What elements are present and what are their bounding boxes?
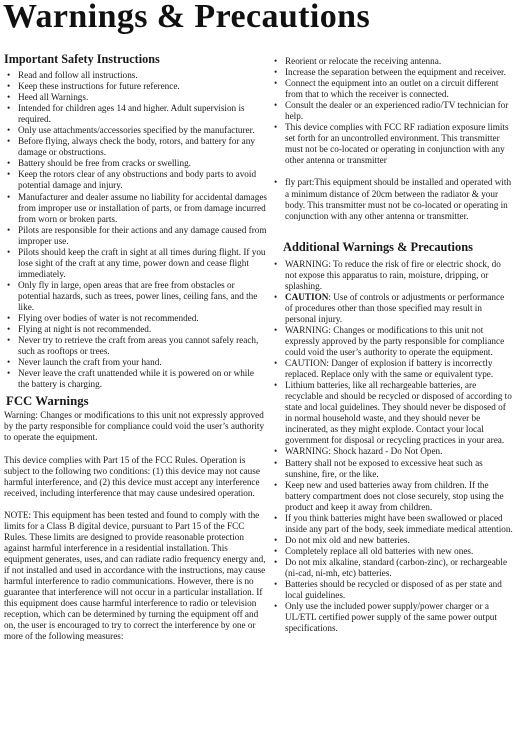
additional-item-text: Lithium batteries, like all rechargeable batteries, are recyclable and should be recycled or disposed of according to state and local guidelines. They should never be disposed of in normal household waste, and they should never be incinerated, as they might explode. Contact your local government for disposal or recycling practices in your area.: [285, 380, 512, 446]
safety-item: • Flying over bodies of water is not recommended.: [4, 313, 267, 324]
fcc-measures-list: [274, 56, 514, 166]
additional-item-text: Do not mix alkaline, standard (carbon-zinc), or rechargeable (ni-cad, ni-mh, etc) batteries.: [285, 556, 508, 578]
fcc-measure-item: • Reorient or relocate the receiving antenna.: [274, 56, 514, 67]
fly-part-item: • fly part:This equipment should be installed and operated with a minimum distance of 20cm between the radiator & your body. This transmitter must not be co-located or operating in conjunction with any other antenna or transmitter.: [274, 177, 514, 221]
fcc-measure-item: • Connect the equipment into an outlet on a circuit different from that to which the receiver is connected.: [274, 78, 514, 100]
additional-item-text: CAUTION: Danger of explosion if battery is incorrectly replaced. Replace only with the same or equivalent type.: [285, 358, 494, 380]
safety-item: • Intended for children ages 14 and higher. Adult supervision is required.: [4, 103, 267, 125]
additional-item: [274, 446, 514, 457]
safety-item: • Never try to retrieve the craft from areas you cannot safely reach, such as rooftops or trees.: [4, 335, 267, 357]
additional-heading: Additional Warnings & Precautions: [283, 239, 473, 254]
additional-item: [274, 325, 514, 358]
fcc-heading: FCC Warnings: [6, 394, 89, 409]
fcc-paragraph: Warning: Changes or modifications to this unit not expressly approved by the party responsible for compliance could void the user’s authority to operate the equipment.: [4, 410, 265, 443]
safety-item: • Heed all Warnings.: [4, 92, 267, 103]
safety-item: • Keep these instructions for future reference.: [4, 81, 267, 92]
additional-item: [274, 579, 514, 601]
safety-item: • Never leave the craft unattended while it is powered on or while the battery is charging.: [4, 368, 267, 390]
additional-item: [274, 480, 514, 513]
additional-item: [274, 601, 514, 634]
additional-item-text: If you think batteries might have been swallowed or placed inside any part of the body, seek immediate medical attention.: [285, 512, 513, 534]
additional-item-text: Batteries should be recycled or disposed of as per state and local guidelines.: [285, 579, 502, 601]
safety-item: • Pilots are responsible for their actions and any damage caused from improper use.: [4, 225, 267, 247]
additional-list: [274, 259, 514, 635]
additional-item-text: Keep new and used batteries away from children. If the battery compartment does not close securely, stop using the product and keep it away from children.: [285, 479, 504, 512]
additional-item-text: Battery shall not be exposed to excessive heat such as sunshine, fire, or the like.: [285, 457, 483, 479]
additional-item-text: Completely replace all old batteries with new ones.: [285, 545, 474, 556]
additional-item: [274, 380, 514, 446]
page-title: Warnings & Precautions: [3, 0, 371, 35]
additional-item: [274, 513, 514, 535]
fcc-paragraph: This device complies with Part 15 of the FCC Rules. Operation is subject to the following two conditions: (1) this device may not cause harmful interference, and (2) this device must accept any interference received, including interference that may cause undesired operation.: [4, 454, 260, 498]
additional-item: [274, 557, 514, 579]
fcc-measure-item: • Consult the dealer or an experienced radio/TV technician for help.: [274, 100, 514, 122]
left-column: [4, 52, 267, 642]
safety-item: • Never launch the craft from your hand.: [4, 357, 267, 368]
additional-item-text: WARNING: To reduce the risk of fire or electric shock, do not expose this apparatus to rain, moisture, dripping, or splashing.: [285, 258, 501, 291]
additional-item-text: Only use the included power supply/power charger or a UL/ETL certified power supply of the same power output specifications.: [285, 601, 497, 634]
additional-item: [274, 259, 514, 292]
fcc-measure-item: • This device complies with FCC RF radiation exposure limits set forth for an uncontrolled environment. This transmitter must not be co-located or operating in conjunction with any other antenna or transmitter: [274, 122, 514, 166]
additional-item-text: WARNING: Changes or modifications to this unit not expressly approved by the party responsible for compliance could void the user’s authority to operate the equipment.: [285, 324, 505, 358]
safety-item: • Pilots should keep the craft in sight at all times during flight. If you lose sight of the craft at any time, power down and cease flight immediately.: [4, 247, 267, 280]
additional-item-text: WARNING: Shock hazard - Do Not Open.: [285, 446, 443, 457]
fcc-body: [4, 410, 267, 642]
safety-item: • Battery should be free from cracks or swelling.: [4, 158, 267, 169]
right-column: [274, 56, 514, 634]
additional-item: [274, 535, 514, 546]
safety-item: • Keep the rotors clear of any obstructions and body parts to avoid potential damage and injury.: [4, 169, 267, 191]
safety-item: • Flying at night is not recommended.: [4, 324, 267, 335]
fcc-measure-item: • Increase the separation between the equipment and receiver.: [274, 67, 514, 78]
safety-item: • Manufacturer and dealer assume no liability for accidental damages from improper use or installation of parts, or from damage incurred from worn or broken parts.: [4, 192, 267, 225]
safety-item: • Read and follow all instructions.: [4, 70, 267, 81]
additional-item: [274, 458, 514, 480]
additional-item: [274, 546, 514, 557]
safety-item: • Only use attachments/accessories specified by the manufacturer.: [4, 125, 267, 136]
safety-heading: Important Safety Instructions: [4, 52, 160, 66]
safety-item: • Before flying, always check the body, rotors, and battery for any damage or obstructions.: [4, 136, 267, 158]
additional-item: [274, 292, 514, 325]
safety-list: [4, 70, 267, 390]
safety-item: • Only fly in large, open areas that are free from obstacles or potential hazards, such as trees, power lines, ceiling fans, and the like.: [4, 280, 267, 313]
fly-part-list: [274, 177, 514, 221]
additional-item: [274, 358, 514, 380]
additional-item-text: : Use of controls or adjustments or performance of procedures other than those specified may result in personal injury.: [285, 291, 505, 324]
spacer: [274, 166, 514, 177]
fcc-paragraph: NOTE: This equipment has been tested and found to comply with the limits for a Class B digital device, pursuant to Part 15 of the FCC Rules. These limits are designed to provide reasonable protection against harmful interference in a residential installation. This equipment generates, uses, and can radiate radio frequency energy and, if not installed and used in accordance with the instructions, may cause harmful interference to radio communications. However, there is no guarantee that interference will not occur in a particular installation. If this equipment does cause harmful interference to radio or television reception, which can be determined by turning the equipment off and on, the user is encouraged to try to correct the interference by one or more of the following measures:: [4, 509, 266, 642]
additional-item-text: Do not mix old and new batteries.: [285, 534, 410, 545]
additional-item-bold: CAUTION: [285, 291, 329, 302]
